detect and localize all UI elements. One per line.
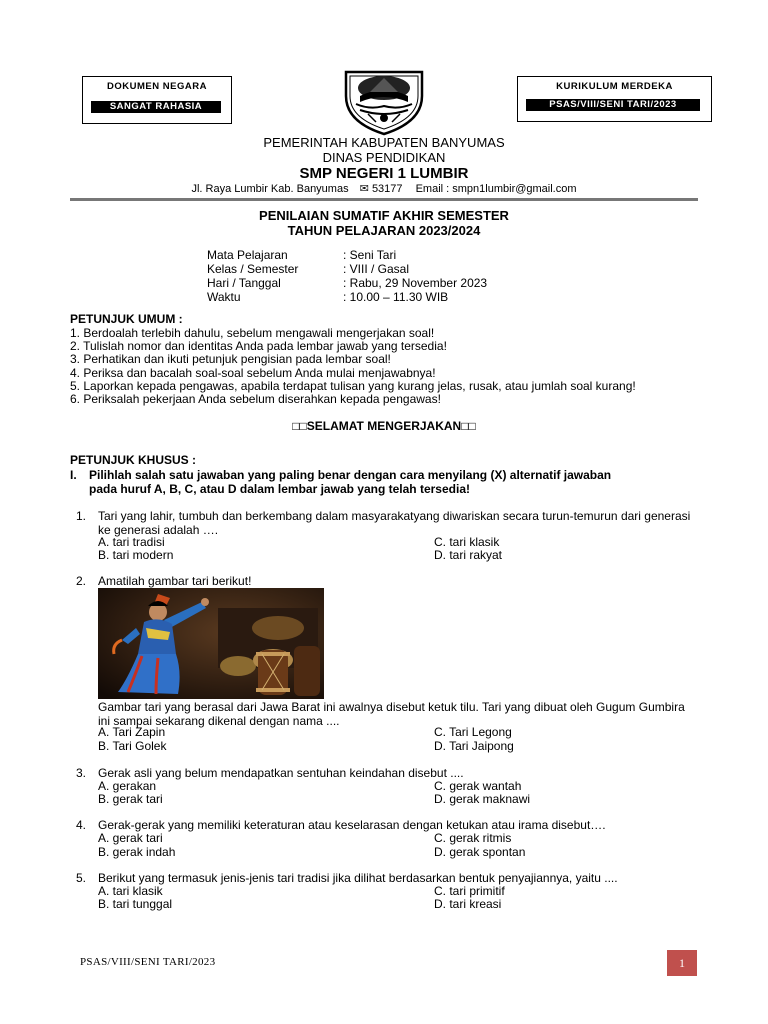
option-a: A. gerak tari (98, 831, 163, 845)
list-item: 6. Periksalah pekerjaan Anda sebelum diserahkan kepada pengawas! (70, 392, 441, 407)
doc-negara-label: DOKUMEN NEGARA (107, 81, 207, 92)
exam-code-label: PSAS/VIII/SENI TARI/2023 (526, 99, 700, 111)
option-d: D. gerak spontan (434, 845, 526, 859)
option-a: A. gerakan (98, 779, 157, 793)
list-item: 2. Tulislah nomor dan identitas Anda pada lembar jawab yang tersedia! (70, 339, 447, 354)
kurikulum-label: KURIKULUM MERDEKA (556, 81, 673, 92)
option-b: B. gerak tari (98, 792, 163, 806)
question-text: Gerak asli yang belum mendapatkan sentuhan keindahan disebut .... (98, 766, 464, 780)
page-number-badge (667, 950, 697, 976)
info-row: Hari / Tanggal : Rabu, 29 November 2023 (207, 276, 488, 290)
general-instructions-heading: PETUNJUK UMUM : (70, 312, 183, 326)
special-instruction-line2: pada huruf A, B, C, atau D dalam lembar jawab yang telah tersedia! (89, 482, 470, 496)
list-item: 5. Laporkan kepada pengawas, apabila terdapat tulisan yang kurang jelas, rusak, atau jumlah soal kurang! (70, 378, 636, 393)
question-text: Tari yang lahir, tumbuh dan berkembang dalam masyarakatyang diwariskan secara turun-temurun dari generasi ke generasi adalah …. (98, 509, 691, 537)
info-row: Waktu : 10.00 – 11.30 WIB (207, 290, 449, 304)
question-text: Amatilah gambar tari berikut! (98, 574, 252, 588)
option-c: C. tari klasik (434, 535, 500, 549)
list-item: 1. Berdoalah terlebih dahulu, sebelum mengawali mengerjakan soal! (70, 326, 435, 340)
option-d: D. tari kreasi (434, 897, 502, 911)
question-text: Gambar tari yang berasal dari Jawa Barat ini awalnya disebut ketuk tilu. Tari yang dibuat oleh Gugum Gumbira ini sampai sekarang dikenal dengan nama .... (98, 700, 685, 728)
question-number: 4. (76, 818, 87, 832)
option-a: A. tari klasik (98, 884, 163, 898)
special-instructions-heading: PETUNJUK KHUSUS : (70, 453, 197, 467)
document-classification-box (82, 76, 232, 124)
question-text: Berikut yang termasuk jenis-jenis tari tradisi jika dilihat berdasarkan bentuk penyajiannya, yaitu .... (98, 871, 618, 885)
question-number: 3. (76, 766, 87, 780)
footer-exam-code: PSAS/VIII/SENI TARI/2023 (80, 956, 216, 968)
page-number: 1 (679, 956, 685, 970)
address-text: Jl. Raya Lumbir Kab. Banyumas (191, 183, 349, 195)
option-a: A. Tari Zapin (98, 725, 166, 739)
section-roman: I. (70, 468, 77, 482)
info-row: Mata Pelajaran : Seni Tari (207, 248, 397, 262)
general-instructions-list (70, 327, 636, 406)
school-email: Email : smpn1lumbir@gmail.com (415, 183, 577, 195)
option-c: C. gerak wantah (434, 779, 522, 793)
option-c: C. gerak ritmis (434, 831, 512, 845)
option-c: C. tari primitif (434, 884, 505, 898)
exam-info (207, 248, 487, 304)
option-c: C. Tari Legong (434, 725, 512, 739)
info-row: Kelas / Semester : VIII / Gasal (207, 262, 410, 276)
exam-year: TAHUN PELAJARAN 2023/2024 (287, 223, 481, 238)
header-divider (70, 198, 698, 201)
list-item: 4. Periksa dan bacalah soal-soal sebelum Anda mulai menjawabnya! (70, 365, 436, 380)
postal-code: 53177 (371, 183, 403, 195)
question-text: Gerak-gerak yang memiliki keteraturan atau keselarasan dengan ketukan atau irama disebut…. (98, 818, 606, 832)
option-b: B. tari tunggal (98, 897, 173, 911)
option-a: A. tari tradisi (98, 535, 165, 549)
department-title: DINAS PENDIDIKAN (322, 150, 446, 165)
curriculum-box (517, 76, 712, 122)
special-instruction-line1: Pilihlah salah satu jawaban yang paling benar dengan cara menyilang (X) alternatif jawaban (89, 468, 612, 482)
question-number: 1. (76, 509, 87, 523)
option-b: B. gerak indah (98, 845, 176, 859)
greeting: □□SELAMAT MENGERJAKAN□□ (292, 419, 476, 433)
regency-logo (340, 62, 428, 136)
sangat-rahasia-label: SANGAT RAHASIA (91, 101, 221, 113)
option-d: D. gerak maknawi (434, 792, 531, 806)
school-address (0, 182, 768, 195)
question-number: 5. (76, 871, 87, 885)
exam-title: PENILAIAN SUMATIF AKHIR SEMESTER (259, 208, 509, 223)
jaipong-dancer-photo (98, 588, 324, 699)
mail-icon: ✉ (359, 183, 369, 195)
government-title: PEMERINTAH KABUPATEN BANYUMAS (263, 135, 505, 150)
option-b: B. tari modern (98, 548, 174, 562)
option-b: B. Tari Golek (98, 739, 167, 753)
option-d: D. Tari Jaipong (434, 739, 514, 753)
list-item: 3. Perhatikan dan ikuti petunjuk pengisian pada lembar soal! (70, 352, 391, 367)
school-name: SMP NEGERI 1 LUMBIR (299, 165, 469, 182)
question-number: 2. (76, 574, 87, 588)
option-d: D. tari rakyat (434, 548, 503, 562)
